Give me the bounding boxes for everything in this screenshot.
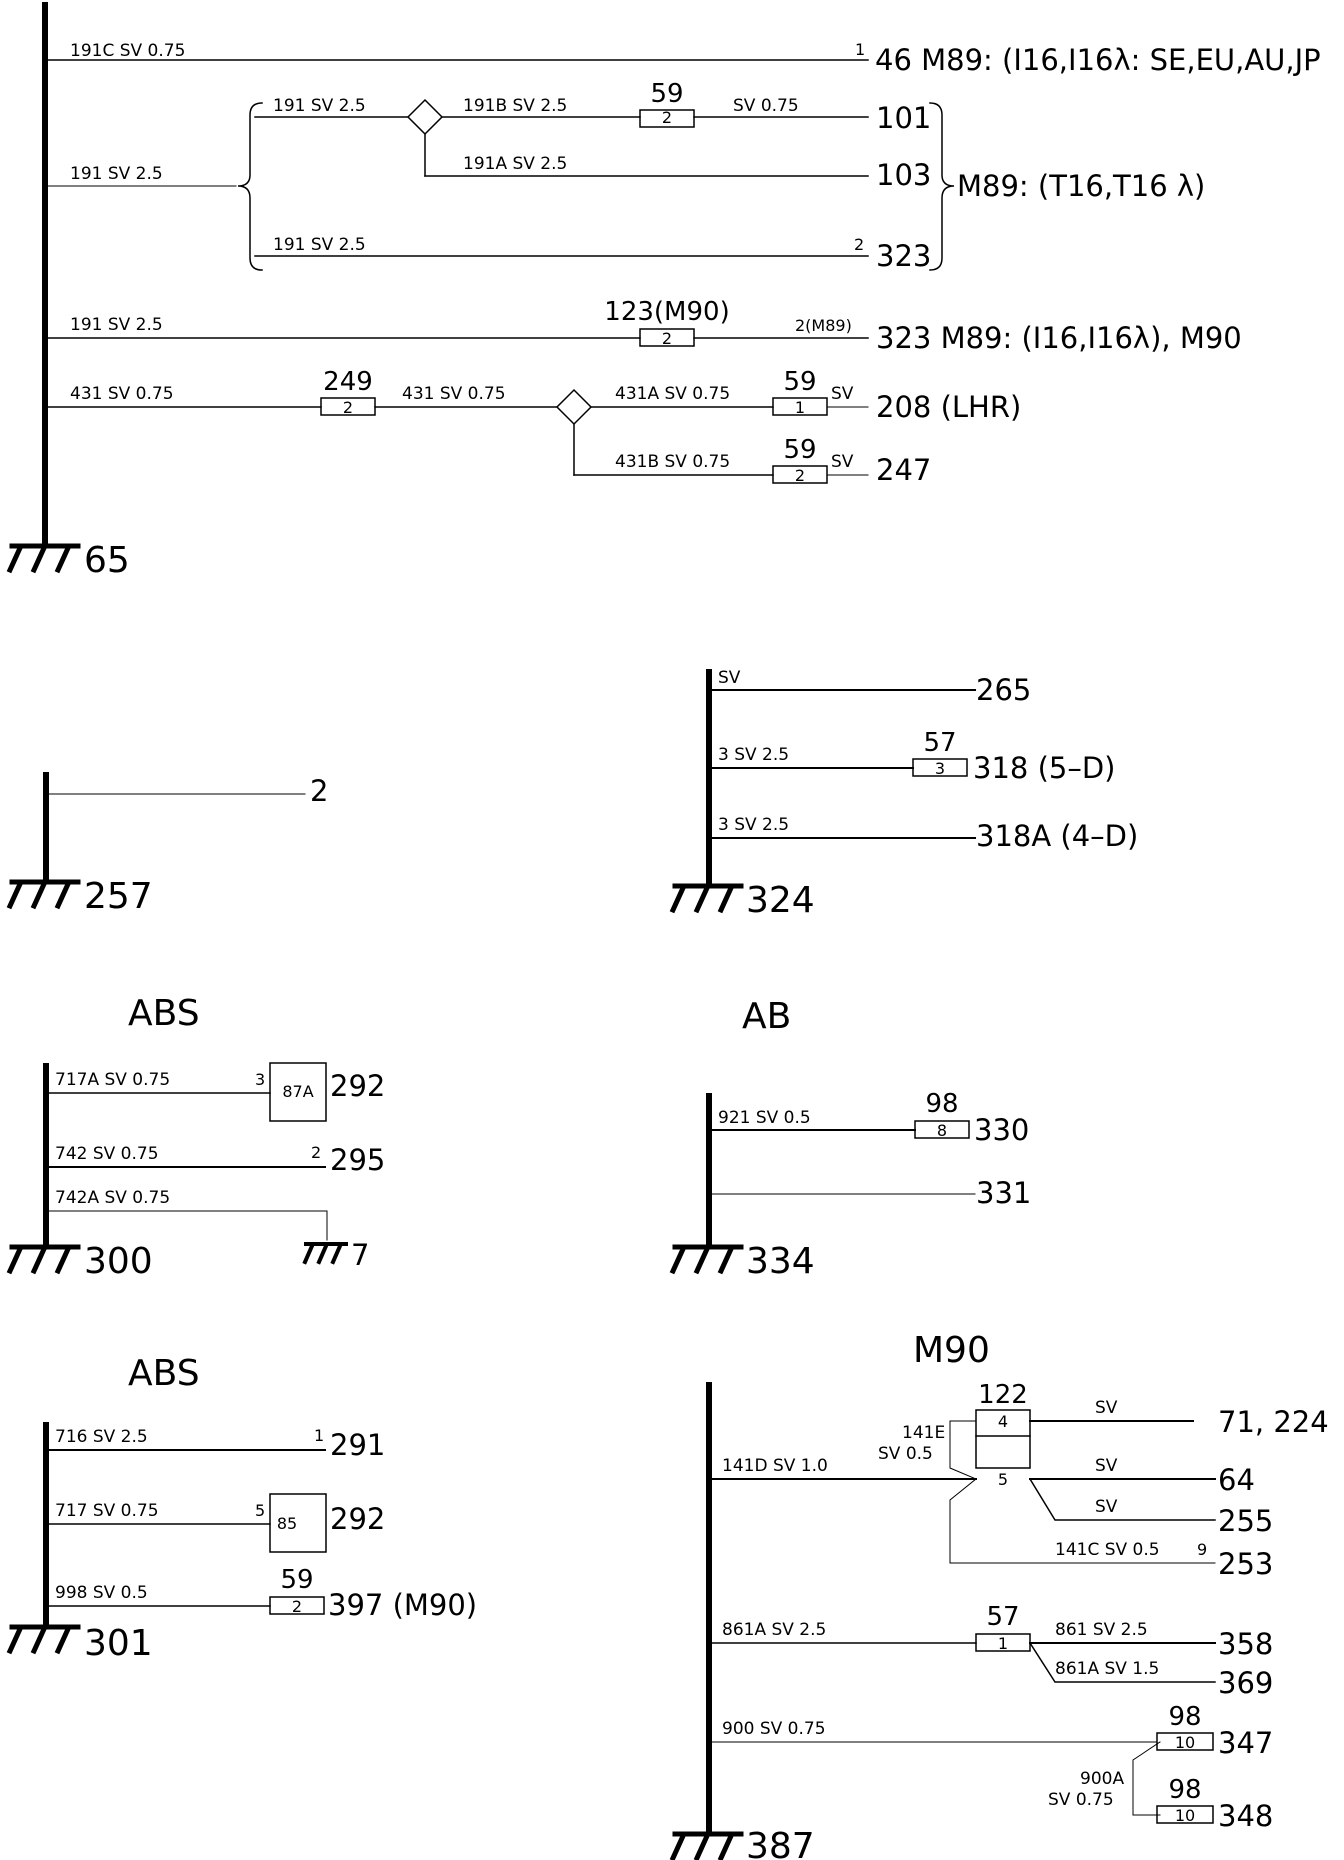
connector-pin: 1 (997, 1634, 1009, 1653)
connector-pin: 10 (1174, 1806, 1196, 1825)
connector-label: 98 (1168, 1702, 1202, 1732)
connector-pin: 5 (997, 1470, 1009, 1489)
wire-label: 900A (1080, 1769, 1125, 1789)
wire-destination: 323 (876, 239, 932, 273)
wire-label: SV (1095, 1398, 1118, 1418)
ground-number: 301 (84, 1623, 153, 1664)
wire-destination: 331 (976, 1176, 1032, 1210)
wire-label: SV (1095, 1456, 1118, 1476)
wire-label: SV (1095, 1497, 1118, 1517)
block-heading: ABS (128, 993, 200, 1034)
wire-label: 141C SV 0.5 (1055, 1540, 1160, 1560)
ground-number: 257 (84, 876, 153, 917)
wire-destination: 295 (330, 1143, 386, 1177)
pin-label: 1 (855, 40, 866, 59)
brace-left (238, 103, 262, 270)
wire-label: 191B SV 2.5 (463, 96, 568, 116)
block-heading: ABS (128, 1353, 200, 1394)
wire-label: 3 SV 2.5 (718, 745, 790, 765)
wire-destination: 291 (330, 1428, 386, 1462)
connector-label: 98 (925, 1089, 959, 1119)
ground-number: 65 (84, 540, 130, 581)
wire-destination: 348 (1218, 1799, 1274, 1833)
splice-diamond-1 (408, 100, 442, 134)
wire-destination: 292 (330, 1502, 386, 1536)
connector-label: 59 (650, 79, 684, 109)
ground-icon (673, 1247, 741, 1271)
wire-label: 431A SV 0.75 (615, 384, 731, 404)
connector-label: 57 (923, 728, 957, 758)
ground-block-301 (10, 1425, 326, 1651)
pin-label: 1 (314, 1426, 325, 1445)
wire-label: 191 SV 2.5 (273, 235, 366, 255)
wire-label: 141D SV 1.0 (722, 1456, 828, 1476)
pin-label: 5 (255, 1501, 266, 1520)
connector-pin: 8 (936, 1121, 948, 1140)
wire-label: 861A SV 1.5 (1055, 1659, 1160, 1679)
wire-label: 716 SV 2.5 (55, 1427, 148, 1447)
wire-label: 431B SV 0.75 (615, 452, 731, 472)
wire-destination: 358 (1218, 1627, 1274, 1661)
connector-pin: 2 (661, 329, 673, 348)
connector-pin: 10 (1174, 1733, 1196, 1752)
wire-label: SV 0.75 (1048, 1790, 1114, 1810)
connector-pin: 1 (794, 398, 806, 417)
connector-pin: 2 (661, 108, 673, 127)
connector-label: 59 (280, 1565, 314, 1595)
ground-number: 387 (746, 1826, 815, 1860)
wire-label: SV (718, 668, 741, 688)
component-label: 87A (282, 1082, 314, 1101)
wire-label: 191 SV 2.5 (70, 164, 163, 184)
connector-pin: 3 (934, 759, 946, 778)
wire-destination: 369 (1218, 1666, 1274, 1700)
connector-label: 122 (978, 1380, 1028, 1410)
wire-destination: 255 (1218, 1504, 1274, 1538)
ground-icon (10, 882, 78, 906)
wire-destination: 347 (1218, 1726, 1274, 1760)
ground-icon (305, 1244, 346, 1262)
wire-label: SV 0.75 (733, 96, 799, 116)
wire-label: 717 SV 0.75 (55, 1501, 159, 1521)
wire-destination: 103 (876, 158, 932, 192)
ground-icon (673, 1834, 741, 1858)
wire-label: 742 SV 0.75 (55, 1144, 159, 1164)
pin-label: 2 (854, 235, 865, 254)
wire-destination: 265 (976, 673, 1032, 707)
wire-destination: 46 M89: (I16,I16λ: SE,EU,AU,JP (875, 43, 1321, 77)
ground-block-324 (673, 672, 975, 910)
wire-label: SV (831, 384, 854, 404)
wire-label: 3 SV 2.5 (718, 815, 790, 835)
wire-destination: 397 (M90) (328, 1588, 478, 1622)
wire-label: 191 SV 2.5 (273, 96, 366, 116)
wire-label: 998 SV 0.5 (55, 1583, 148, 1603)
ground-block-257 (10, 775, 305, 906)
wire-label: 431 SV 0.75 (402, 384, 506, 404)
wire-label: 191A SV 2.5 (463, 154, 568, 174)
wire-label: 431 SV 0.75 (70, 384, 174, 404)
ground-number: 300 (84, 1241, 153, 1282)
wire-destination: 71, 224 (1218, 1405, 1329, 1439)
ground-number: 334 (746, 1241, 815, 1282)
connector-label: 123(M90) (604, 297, 730, 327)
ground-block-65 (10, 5, 954, 570)
ground-icon (10, 546, 78, 570)
wire-label: 141E (902, 1423, 946, 1443)
wire-label: SV 0.5 (878, 1444, 933, 1464)
splice-diamond-2 (557, 390, 591, 424)
connector-pin: 2 (794, 466, 806, 485)
wire-destination: 318A (4–D) (976, 819, 1139, 853)
wire-label: 900 SV 0.75 (722, 1719, 826, 1739)
wire-destination: 292 (330, 1069, 386, 1103)
wire-destination: 64 (1218, 1463, 1255, 1497)
wire-destination: 323 M89: (I16,I16λ), M90 (876, 321, 1242, 355)
block-heading: M90 (913, 1330, 990, 1371)
wire-destination: 253 (1218, 1547, 1274, 1581)
wire-label: 742A SV 0.75 (55, 1188, 171, 1208)
pin-label: 2 (311, 1143, 322, 1162)
connector-label: 98 (1168, 1775, 1202, 1805)
wire-destination: 318 (5–D) (973, 751, 1116, 785)
connector-pin: 4 (997, 1412, 1009, 1431)
pin-label: 9 (1197, 1540, 1208, 1559)
connector-pin: 2 (342, 398, 354, 417)
wire-destination: 2 (310, 774, 329, 808)
wire-label: 717A SV 0.75 (55, 1070, 171, 1090)
connector-label: 59 (783, 435, 817, 465)
connector-label: 57 (986, 1602, 1020, 1632)
component-label: 85 (276, 1514, 298, 1533)
connector-label: 249 (323, 367, 373, 397)
wire-destination: 101 (876, 101, 932, 135)
wire-destination: 330 (974, 1113, 1030, 1147)
wire-label: 191C SV 0.75 (70, 41, 186, 61)
brace-right (930, 103, 954, 270)
pin-label: 2(M89) (795, 316, 852, 335)
ground-icon (10, 1627, 78, 1651)
ground-icon (10, 1247, 78, 1271)
ground-number: 7 (351, 1238, 370, 1272)
wire-destination: 247 (876, 453, 932, 487)
wire-label: 861A SV 2.5 (722, 1620, 827, 1640)
wire-label: 921 SV 0.5 (718, 1108, 811, 1128)
block-heading: AB (742, 996, 792, 1037)
wire-label: SV (831, 452, 854, 472)
wire-label: 861 SV 2.5 (1055, 1620, 1148, 1640)
wire-label: 191 SV 2.5 (70, 315, 163, 335)
group-note: M89: (T16,T16 λ) (957, 169, 1206, 203)
wire-destination: 208 (LHR) (876, 390, 1022, 424)
ground-number: 324 (746, 880, 815, 921)
connector-label: 59 (783, 367, 817, 397)
pin-label: 3 (255, 1070, 266, 1089)
connector-pin: 2 (291, 1597, 303, 1616)
ground-icon (673, 886, 741, 910)
